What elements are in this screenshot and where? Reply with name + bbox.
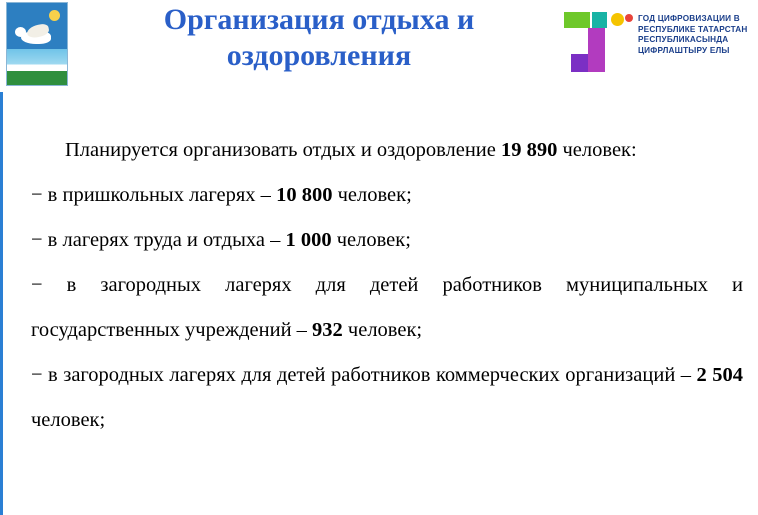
slide-header xyxy=(0,0,758,90)
paragraph-labor-rest-camps xyxy=(31,218,743,263)
digitalization-year-logo xyxy=(564,6,750,80)
paragraph-municipal-camps-run-1: 932 xyxy=(312,319,343,341)
logo-text: ГОД ЦИФРОВИЗАЦИИ В РЕСПУБЛИКЕ ТАТАРСТАН РЕСПУБЛИКАСЫНДА ЦИФРЛАШТЫРУ ЕЛЫ xyxy=(638,14,748,55)
paragraph-commercial-camps-run-0: − в загородных лагерях для детей работников коммерческих организаций – xyxy=(31,364,697,386)
page-title: Организация отдыха и оздоровления xyxy=(163,3,475,72)
paragraph-school-camps-run-2: человек; xyxy=(332,184,412,206)
logo-green-bar xyxy=(564,12,590,28)
paragraph-intro-run-0: Планируется организовать отдых и оздоровление xyxy=(65,139,501,161)
logo-red-dot xyxy=(625,14,633,22)
paragraph-school-camps xyxy=(31,173,743,218)
logo-teal-bar xyxy=(592,12,607,28)
paragraph-commercial-camps xyxy=(31,353,743,443)
slide-body xyxy=(0,92,758,515)
paragraph-municipal-camps xyxy=(31,263,743,353)
coat-of-arms-emblem xyxy=(6,2,68,86)
bird-icon xyxy=(15,25,59,51)
content-text xyxy=(31,128,743,443)
logo-purple-stem xyxy=(571,54,588,72)
paragraph-intro xyxy=(31,128,743,173)
paragraph-labor-rest-camps-run-1: 1 000 xyxy=(285,229,332,251)
paragraph-municipal-camps-run-2: человек; xyxy=(342,319,423,341)
logo-mark-icon xyxy=(564,10,632,74)
paragraph-intro-run-1: 19 890 xyxy=(501,139,558,161)
paragraph-school-camps-run-1: 10 800 xyxy=(276,184,333,206)
paragraph-intro-run-2: человек: xyxy=(557,139,637,161)
paragraph-labor-rest-camps-run-2: человек; xyxy=(331,229,411,251)
paragraph-labor-rest-camps-run-0: − в лагерях труда и отдыха – xyxy=(31,229,286,251)
paragraph-commercial-camps-run-2: человек; xyxy=(31,409,106,431)
paragraph-school-camps-run-0: − в пришкольных лагерях – xyxy=(31,184,277,206)
paragraph-municipal-camps-run-0: − в загородных лагерях для детей работников муниципальных и государственных учреждений – xyxy=(31,274,743,341)
emblem-green-band xyxy=(7,71,67,85)
sun-icon xyxy=(49,10,60,21)
logo-yellow-dot xyxy=(611,13,624,26)
paragraph-commercial-camps-run-1: 2 504 xyxy=(696,364,744,386)
logo-magenta-stem xyxy=(588,28,605,72)
bird-head xyxy=(15,27,26,37)
